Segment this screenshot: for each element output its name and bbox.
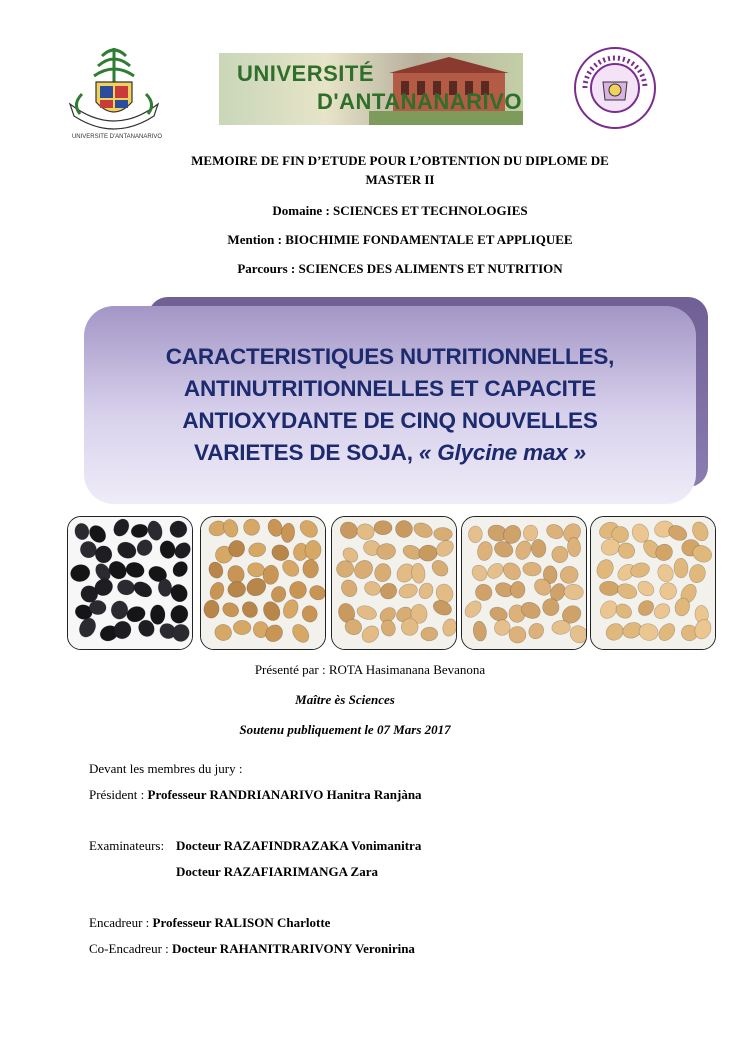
soybean-seed [302,559,318,578]
advisor-name: Professeur RALISON Charlotte [152,915,331,930]
seed-image-3 [332,517,456,649]
degree-title: Maître ès Sciences [295,692,395,707]
examiner-1: Docteur RAZAFINDRAZAKA Vonimanitra [176,838,422,853]
memoire-heading [120,151,680,189]
mention-line: Mention : BIOCHIMIE FONDAMENTALE ET APPLIQUEE [227,232,573,247]
banner-title-line1: UNIVERSITÉ [237,61,375,86]
seed-photo-5 [590,516,716,650]
university-seal-logo [62,42,166,138]
title-line4-prefix: VARIETES DE SOJA, [194,440,419,465]
jury-president [89,787,422,803]
university-banner-logo [219,53,523,125]
soybean-seed [468,526,482,543]
seed-image-1 [68,517,192,649]
examiner-2: Docteur RAZAFIARIMANGA Zara [176,864,378,879]
domaine-line: Domaine : SCIENCES ET TECHNOLOGIES [272,203,528,218]
defense-date: Soutenu publiquement le 07 Mars 2017 [239,722,451,737]
title-line4 [100,437,680,469]
left-logo-caption: UNIVERSITE D'ANTANANARIVO [71,134,163,140]
coadvisor-label: Co-Encadreur : [89,941,173,956]
banner-title-line2: D'ANTANANARIVO [317,89,522,114]
seed-image-4 [462,517,586,649]
advisor-label: Encadreur : [89,915,153,930]
jury-coadvisor [89,941,415,957]
jury-advisor [89,915,330,931]
title-species: « Glycine max » [418,440,586,465]
seed-photo-4 [461,516,587,650]
seed-photo-2 [200,516,326,650]
seed-photo-1 [67,516,193,650]
faculty-sciences-logo [573,46,657,130]
soybean-seed [510,581,525,598]
coadvisor-name: Docteur RAHANITRARIVONY Veronirina [172,941,415,956]
soybean-seed [150,605,165,625]
seed-image-5 [591,517,715,649]
title-line1: CARACTERISTIQUES NUTRITIONNELLES, [165,344,615,369]
president-name: Professeur RANDRIANARIVO Hanitra Ranjàna [147,787,422,802]
examiners-label: Examinateurs: [89,838,165,853]
seed-photo-3 [331,516,457,650]
memoire-line1: MEMOIRE DE FIN D’ETUDE POUR L’OBTENTION DU DIPLOME DE [191,153,609,168]
president-label: Président : [89,787,148,802]
title-line3: ANTIOXYDANTE DE CINQ NOUVELLES [182,408,598,433]
title-line2: ANTINUTRITIONNELLES ET CAPACITE [183,376,597,401]
soybean-seed [233,620,251,634]
thesis-title [100,341,680,469]
jury-intro: Devant les membres du jury : [89,761,243,776]
memoire-line2: MASTER II [365,172,435,187]
presented-by: Présenté par : ROTA Hasimanana Bevanona [254,662,486,677]
seed-image-2 [201,517,325,649]
soybean-seed [374,521,392,535]
parcours-line: Parcours : SCIENCES DES ALIMENTS ET NUTRITION [237,261,563,276]
